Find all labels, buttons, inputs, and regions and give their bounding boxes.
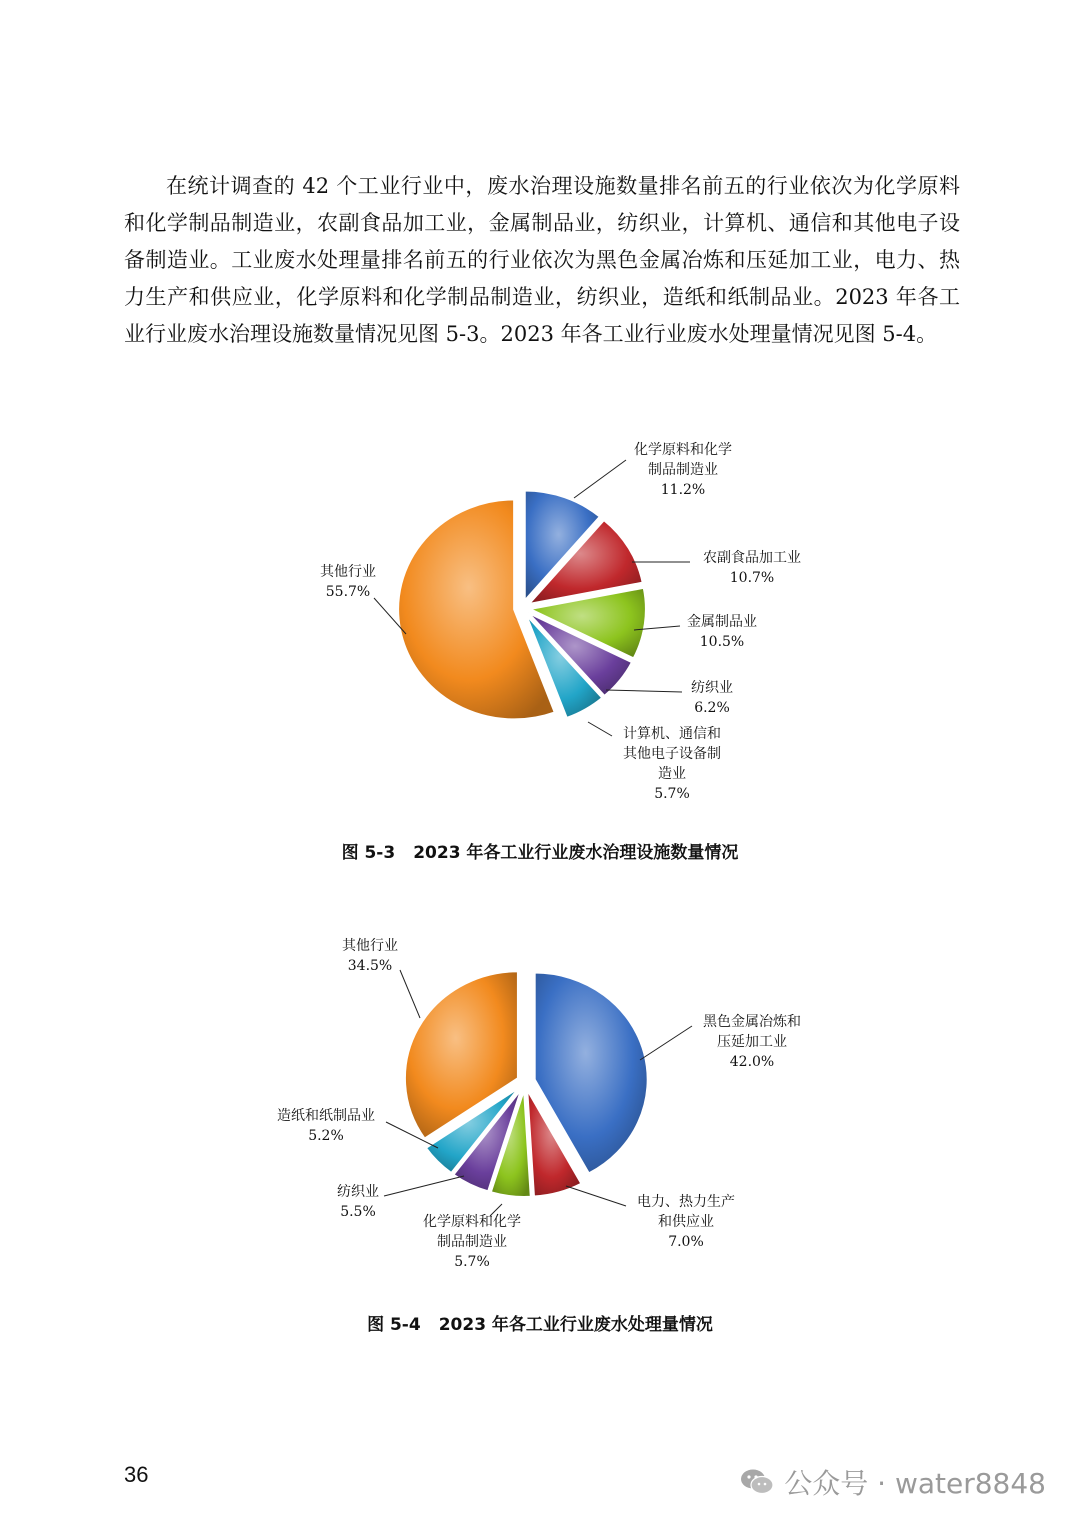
pie-chart-treatment-volume (0, 930, 1080, 1290)
slice-category-label: 其他行业 (320, 564, 376, 580)
watermark (740, 1462, 1046, 1502)
slice-percent-label: 5.5% (340, 1204, 376, 1220)
slice-category-label: 和供应业 (658, 1214, 714, 1230)
slice-percent-label: 11.2% (660, 482, 706, 498)
slice-category-label: 纺织业 (337, 1184, 379, 1200)
slice-category-label: 其他电子设备制 (623, 746, 721, 762)
wechat-icon (740, 1468, 774, 1496)
slice-category-label: 制品制造业 (648, 462, 718, 478)
leader-line (400, 970, 420, 1018)
slice-category-label: 黑色金属冶炼和 (703, 1014, 801, 1030)
leader-line (588, 722, 612, 736)
slice-percent-label: 34.5% (347, 958, 393, 974)
slice-percent-label: 6.2% (694, 700, 730, 716)
pie-chart-facilities-svg (0, 420, 1080, 820)
slice-category-label: 造纸和纸制品业 (277, 1108, 375, 1124)
figure-caption-5-3 (0, 838, 1080, 863)
slice-category-label: 金属制品业 (687, 614, 757, 630)
slice-category-label: 农副食品加工业 (703, 550, 801, 566)
slice-category-label: 制品制造业 (437, 1234, 507, 1250)
slice-category-label: 电力、热力生产 (637, 1194, 735, 1210)
slice-category-label: 其他行业 (342, 938, 398, 954)
figure-number: 图 5-4 (367, 1315, 421, 1335)
figure-number: 图 5-3 (341, 843, 396, 863)
slice-percent-label: 5.7% (654, 786, 690, 802)
slice-percent-label: 10.5% (699, 634, 745, 650)
leader-line (574, 460, 626, 498)
slice-percent-label: 42.0% (729, 1054, 775, 1070)
slice-category-label: 压延加工业 (717, 1034, 787, 1050)
slice-percent-label: 5.2% (308, 1128, 344, 1144)
page-number: 36 (124, 1462, 149, 1487)
slice-percent-label: 10.7% (729, 570, 775, 586)
leader-line (566, 1186, 626, 1206)
slice-percent-label: 5.7% (454, 1254, 490, 1270)
leader-line (606, 690, 682, 692)
slice-category-label: 造业 (658, 766, 686, 782)
slice-category-label: 化学原料和化学 (423, 1214, 521, 1230)
figure-title: 2023 年各工业行业废水治理设施数量情况 (413, 843, 739, 863)
slice-percent-label: 7.0% (668, 1234, 704, 1250)
slice-category-label: 化学原料和化学 (634, 442, 732, 458)
leader-line (640, 1026, 692, 1060)
slice-category-label: 纺织业 (691, 680, 733, 696)
figure-caption-5-4 (0, 1310, 1080, 1335)
pie-chart-facilities (0, 420, 1080, 820)
slice-percent-label: 55.7% (325, 584, 371, 600)
figure-title: 2023 年各工业行业废水处理量情况 (438, 1315, 713, 1335)
slice-category-label: 计算机、通信和 (623, 726, 721, 742)
watermark-text: 公众号 · water8848 (784, 1467, 1046, 1500)
body-paragraph: 在统计调查的 42 个工业行业中，废水治理设施数量排名前五的行业依次为化学原料和化学制品制造业，农副食品加工业，金属制品业，纺织业，计算机、通信和其他电子设备制造业。工业废水处理量排名前五的行业依次为黑色金属冶炼和压延加工业，电力、热力生产和供应业，化学原料和化学制品制造业，纺织业，造纸和纸制品业。2023 年各工业行业废水治理设施数量情况见图 5-3。2023 年各工业行业废水处理量情况见图 5-4。 (124, 174, 960, 346)
pie-chart-treatment-volume-svg (0, 930, 1080, 1290)
leader-line (384, 1176, 464, 1196)
